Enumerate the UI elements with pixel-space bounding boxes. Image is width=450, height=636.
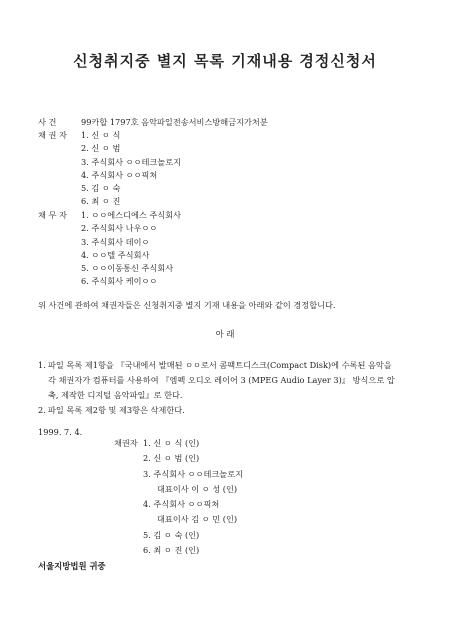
signature-line: 대표이사 이 ㅇ 성 (인) [157, 483, 238, 494]
document-title: 신청취지중 별지 목록 기재내용 경정신청서 [73, 52, 377, 70]
creditor-item: 4. 주식회사 ㅇㅇ픽쳐 [81, 169, 158, 180]
signature-line: 3. 주식회사 ㅇㅇ테크놀로지 [143, 468, 244, 479]
creditor-item: 3. 주식회사 ㅇㅇ테크놀로지 [81, 156, 182, 167]
point-item [38, 358, 395, 403]
point-number: 1. [38, 360, 46, 370]
debtors-label: 채 무 자 [38, 210, 67, 220]
case-block [38, 116, 418, 129]
point-number: 2. [38, 405, 46, 415]
debtor-item: 3. 주식회사 데이ㅇ [81, 236, 150, 247]
debtor-item: 5. ㅇㅇ이동통신 주식회사 [81, 263, 174, 274]
creditor-item: 2. 신 ㅇ 범 [81, 143, 121, 154]
debtor-item: 6. 주식회사 케이ㅇㅇ [81, 276, 158, 287]
signature-line: 6. 최 ㅇ 진 (인) [143, 545, 200, 556]
point-line: 파일 목록 제1항을 『국내에서 발매된 ㅇㅇ로서 콤팩트디스크(Compact Disk)에 수록된 음악을 [48, 360, 392, 370]
creditor-item: 5. 김 ㅇ 숙 [81, 183, 121, 194]
signature-line: 4. 주식회사 ㅇㅇ픽쳐 [143, 499, 220, 510]
point-item [38, 403, 395, 418]
signature-line: 2. 신 ㅇ 범 (인) [143, 453, 200, 464]
creditor-item: 1. 신 ㅇ 식 [81, 130, 121, 140]
debtor-item: 1. ㅇㅇ에스디에스 주식회사 [81, 210, 182, 220]
document-date: 1999. 7. 4. [38, 427, 83, 437]
signature-line: 대표이사 김 ㅇ 민 (인) [157, 514, 238, 525]
signature-line: 1. 신 ㅇ 식 (인) [143, 438, 200, 448]
creditor-item: 6. 최 ㅇ 진 [81, 196, 121, 207]
case-value: 99카합 1797호 음악파일전송서비스방해금지가처분 [81, 117, 268, 127]
creditors-block [38, 129, 418, 209]
below-heading: 아 래 [215, 329, 235, 339]
debtor-item: 2. 주식회사 나우ㅇㅇ [81, 223, 158, 234]
point-line: 각 채권자가 컴퓨터를 사용하여 『엠펙 오디오 레이어 3 (MPEG Audio Layer 3)』 방식으로 압 [48, 375, 395, 385]
intro-text: 위 사건에 관하여 채권자들은 신청취지중 별지 기재 내용을 아래와 같이 경정합니다. [38, 300, 336, 310]
point-line: 파일 목록 제2항 및 제3항은 삭제한다. [48, 405, 185, 415]
points-list [38, 358, 395, 418]
court-addressee: 서울지방법원 귀중 [38, 561, 106, 571]
point-line: 축, 제작한 디지털 음악파일』로 한다. [48, 390, 183, 400]
signature-line: 5. 김 ㅇ 숙 (인) [143, 529, 200, 540]
debtors-block [38, 209, 418, 289]
case-label: 사 건 [38, 117, 57, 127]
debtor-item: 4. ㅇㅇ텔 주식회사 [81, 249, 150, 260]
creditors-label: 채 권 자 [38, 130, 67, 140]
signature-label: 채권자 [114, 438, 138, 448]
